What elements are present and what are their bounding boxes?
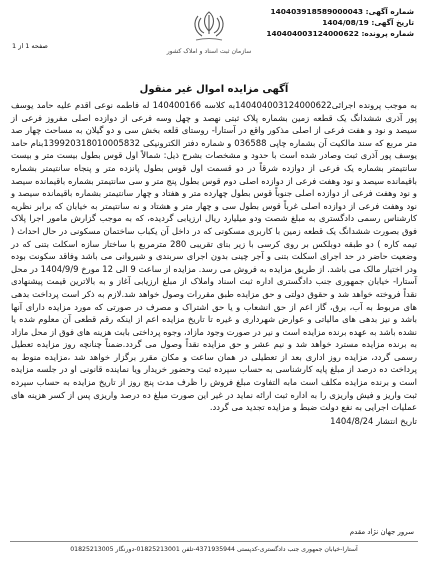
notice-number: 140403918589000043 — [270, 7, 364, 16]
footer-address: آستارا-خیابان جمهوری جنب دادگستری-کدپستی 4371935944-تلفن 01825213001-دورنگار 01825213005 — [70, 546, 358, 553]
file-number: 140404003124000622 — [266, 29, 359, 38]
signer-name: سرور جهان نژاد مقدم — [349, 528, 414, 536]
publication-date-value: 1404/8/24 — [330, 415, 374, 426]
notice-title: آگهی مزایده اموال غیر منقول — [139, 84, 289, 95]
notice-number-label: شماره آگهی: — [365, 7, 414, 16]
notice-paragraph: به موجب پرونده اجرائی140404003124000622به کلاسه 140400166 له فاطمه نوعی اقدم علیه حامد یوسف پور آذری ششدانگ یک قطعه زمین بشماره پلاک ثبتی نهصد و چهل وسه فرعی از دوازده اصلی مفروز فرعی از سیصد و نود و هفت فرعی از اصلی مذکور واقع در آستارا- روستای قلعه بخش سی و دو گیلان به مساحت چهار صد متر مربع که سند مالکیت آن بشماره چاپی 036588 و شماره دفتر الکترونیکی 139920318010005832بنام حامد یوسف پور آذری ثبت وصادر شده است با حدود و مشخصات بشرح ذیل: شمالاً اول قوس بطول بیست متر و بیست سانتیمتر بشماره یک فرعی از دوازده شرقاً در دو قسمت اول قوس بطول پانزده متر و پنجاه سانتیمتر بشماره باقیمانده سیصد و نود وهفت فرعی از دوازده اصلی دوم قوس بطول پنج متر و سی سانتیمتر بشماره باقیمانده سیصد و نود وهفت فرعی از دوازده اصلی جنوباً قوس بطول چهارده متر و هفتاد و چهار سانتیمتر بشماره باقیمانده سیصد و نود وهفت فرعی از دوازده اصلی غرباً قوس بطول سی و چهار متر و هشتاد و نه سانتیمتر به خیابان که برابر نظریه کارشناس رسمی دادگستری به مبلغ شصت ودو میلیارد ریال ارزیابی گردیده، که به موجب گزارش مامور اجرا پلاک فوق بصورت ششدانگ یک قطعه زمین با کاربری مسکونی که در داخل آن یکباب ساختمان مسکونی در حال احداث ( تیمه کاره ) دو طبقه دوبلکس بر روی کرسی با زیر بنای تقریبی 280 مترمربع با ساختار سازه اسکلت بتنی که در وضعیت حاضر در حد اجرای اسکلت بتنی و آجر چینی بدون اجرای سربندی و شیروانی می باشد وفاقد سکونت بوده ودر اختیار مالک می باشد. از طریق مزایده به فروش می رسد. مزایده از ساعت 9 الی 12 مورخ 1404/9/9 در محل آستارا- خیابان جمهوری جنب دادگستری اداره ثبت اسناد واملاک از مبلغ ارزیابی آغاز و به بالاترین قیمت پیشنهادی نقداً فروخته خواهد شد و حقوق دولتی و حق مزایده طبق مقررات وصول خواهد شد.لازم به ذکر است پرداخت بدهی های مربوط به آب، برق، گاز اعم از حق انشعاب و یا حق اشتراک و مصرف در صورتی که مورد مزایده دارای آنها باشد و نیز بدهی های مالیاتی و عوارض شهرداری و غیره تا تاریخ مزایده اعم از اینکه رقم قطعی آن معلوم شده یا نشده باشد به عهده برنده مزایده است و نیر در صورت وجود مازاد، وجوه پرداختی بابت هزینه های فوق از محل مازاد به برنده مزایده مسترد خواهد شد و نیم عشر و حق مزایده نقداً وصول می گردد.ضمناً چنانچه روز مزایده تعطیل رسمی گردد، مزایده روز اداری بعد از تعطیلی در همان ساعت و مکان مقرر برگزار خواهد شد ،مزایده منوط به پرداخت ده درصد از مبلغ پایه کارشناسی به حساب سپرده ثبت وحضور خریدار ویا نماینده قانونی او در جلسه مزایده است و برنده مزایده مکلف است مابه التفاوت مبلغ فروش را ظرف مدت پنج روز از تاریخ مزایده به حساب سپرده ثبت واریز و فیش واریزی را به اداره ثبت ارائه نماید در غیر این صورت مبلغ ده درصد واریزی پس از کسر هزینه های عملیات اجرایی به نفع دولت ضبط و مزایده تجدید می گردد. — [11, 100, 418, 413]
notice-date-row — [244, 17, 414, 28]
notice-date: 1404/08/19 — [322, 18, 369, 27]
org-name: سازمان ثبت اسناد و املاک کشور — [166, 48, 252, 55]
notice-meta — [244, 6, 414, 39]
notice-body — [11, 99, 417, 427]
notice-date-label: تاریخ آگهی: — [371, 18, 414, 27]
iran-emblem-icon — [186, 7, 232, 47]
file-number-row — [244, 28, 414, 39]
publication-date-label: تاریخ انتشار — [376, 415, 417, 426]
page-number: صفحه 1 از 1 — [12, 42, 48, 50]
publication-date — [11, 415, 417, 428]
footer-divider — [10, 541, 418, 542]
file-number-label: شماره پرونده: — [361, 29, 414, 38]
notice-number-row — [244, 6, 414, 17]
